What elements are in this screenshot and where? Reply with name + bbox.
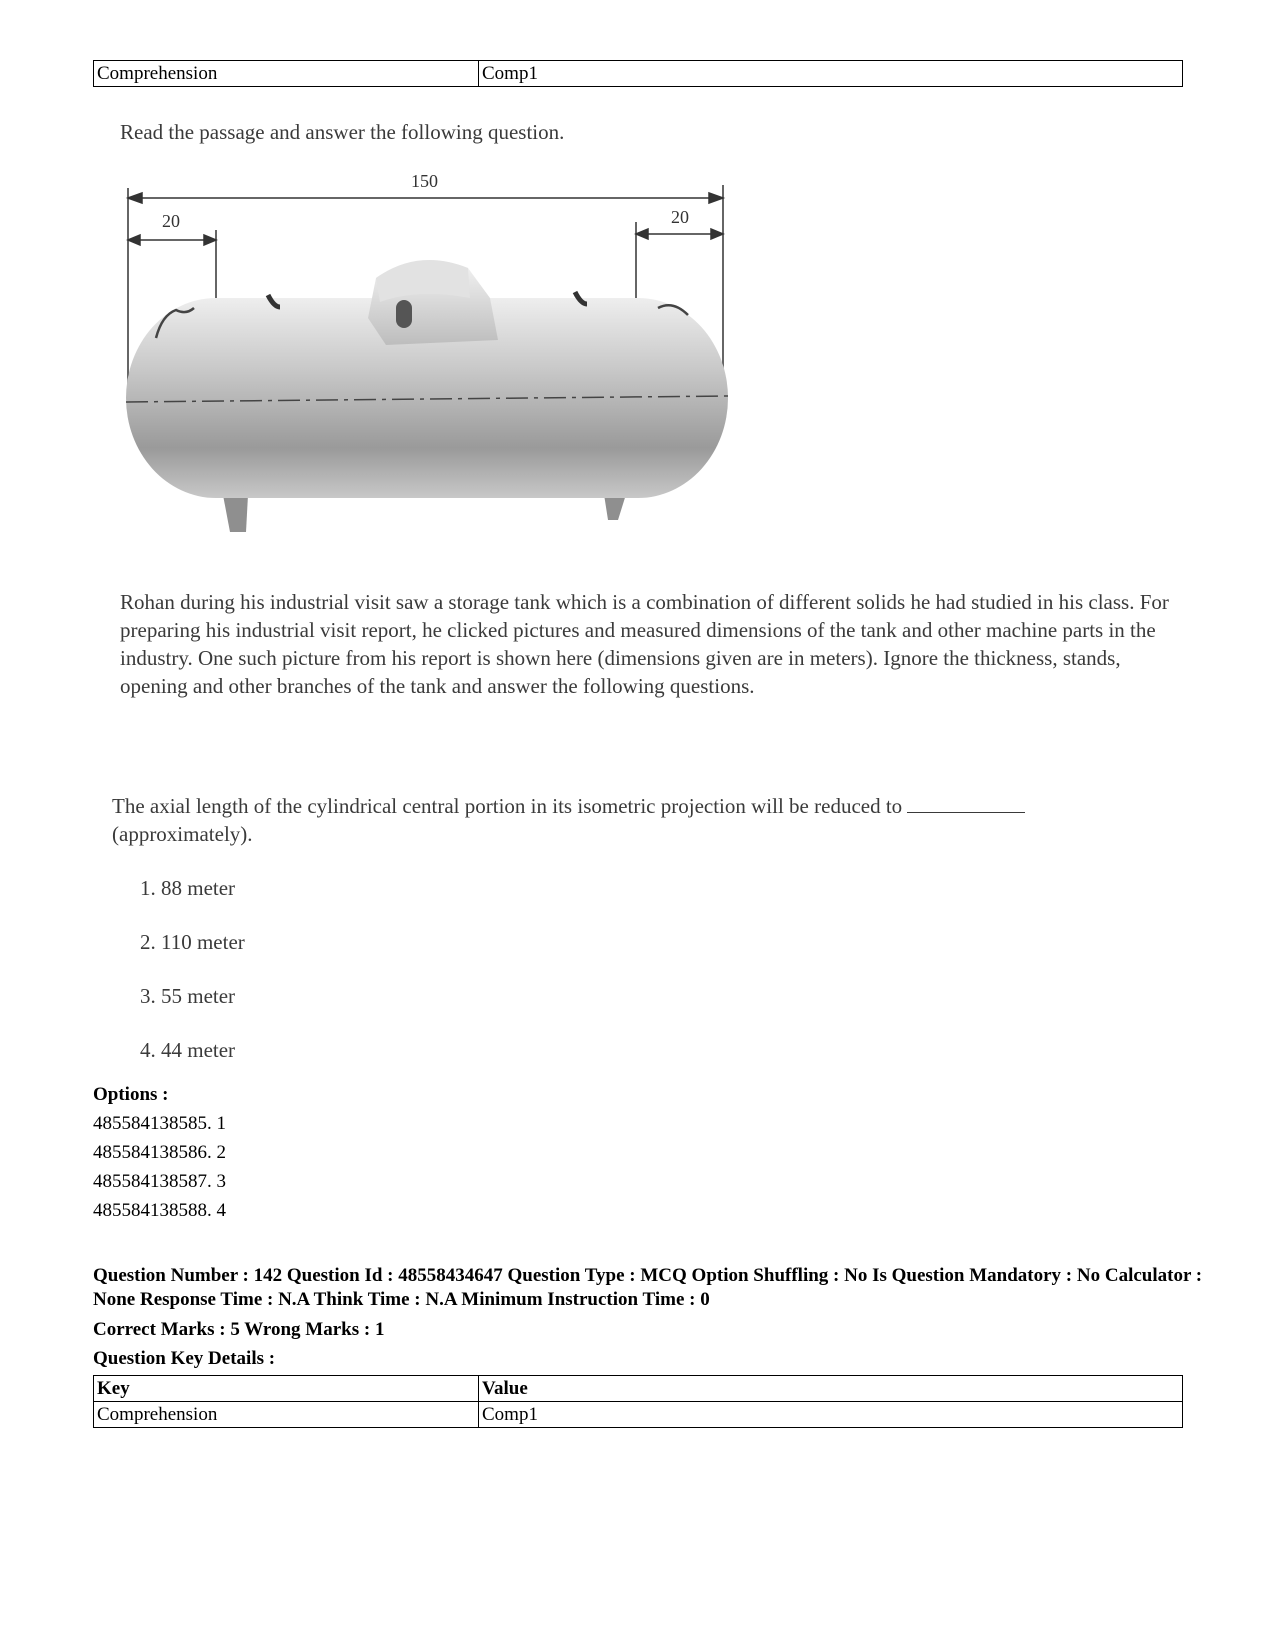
top-key-table (93, 60, 1183, 87)
table-header-value: Value (479, 1376, 1183, 1402)
table-row (94, 1402, 1183, 1428)
passage-intro: Read the passage and answer the following question. (120, 120, 565, 144)
question-key-table (93, 1375, 1183, 1428)
question-suffix: (approximately). (112, 822, 253, 846)
table-header-row (94, 1376, 1183, 1402)
table-cell-key: Comprehension (94, 61, 479, 87)
dimension-left-20 (128, 230, 216, 298)
options-label: Options : (93, 1084, 169, 1105)
choice-2: 2. 110 meter (140, 930, 245, 954)
storage-tank-figure (118, 170, 778, 570)
choice-4: 4. 44 meter (140, 1038, 236, 1062)
question-text (112, 792, 1182, 848)
choice-1: 1. 88 meter (140, 876, 236, 900)
dimension-right-20 (636, 222, 723, 300)
table-cell-key: Comprehension (94, 1402, 479, 1428)
question-metadata: Question Number : 142 Question Id : 48558434647 Question Type : MCQ Option Shuffling : No Is Question Mandatory : No Calculator : None Response Time : N.A Think Time : N.A Minimum Instruction Time : 0 (93, 1265, 1203, 1310)
answer-blank (907, 794, 1025, 813)
table-row (94, 61, 1183, 87)
choice-3: 3. 55 meter (140, 984, 236, 1008)
option-id-2: 485584138586. 2 (93, 1142, 226, 1163)
dimension-label-150: 150 (411, 171, 438, 191)
marks-info: Correct Marks : 5 Wrong Marks : 1 (93, 1319, 385, 1340)
dimension-label-left: 20 (162, 211, 180, 231)
option-id-3: 485584138587. 3 (93, 1171, 226, 1192)
dimension-label-right: 20 (671, 207, 689, 227)
table-cell-value: Comp1 (479, 61, 1183, 87)
table-header-key: Key (94, 1376, 479, 1402)
table-cell-value: Comp1 (479, 1402, 1183, 1428)
key-details-label: Question Key Details : (93, 1348, 276, 1369)
question-stem: The axial length of the cylindrical central portion in its isometric projection will be reduced to (112, 794, 903, 818)
option-id-4: 485584138588. 4 (93, 1200, 226, 1221)
option-id-1: 485584138585. 1 (93, 1113, 226, 1134)
passage-text: Rohan during his industrial visit saw a storage tank which is a combination of different solids he had studied in his class. For preparing his industrial visit report, he clicked pictures and measured dimensions of the tank and other machine parts in the industry. One such picture from his report is shown here (dimensions given are in meters). Ignore the thickness, stands, opening and other branches of the tank and answer the following questions. (120, 590, 1169, 698)
